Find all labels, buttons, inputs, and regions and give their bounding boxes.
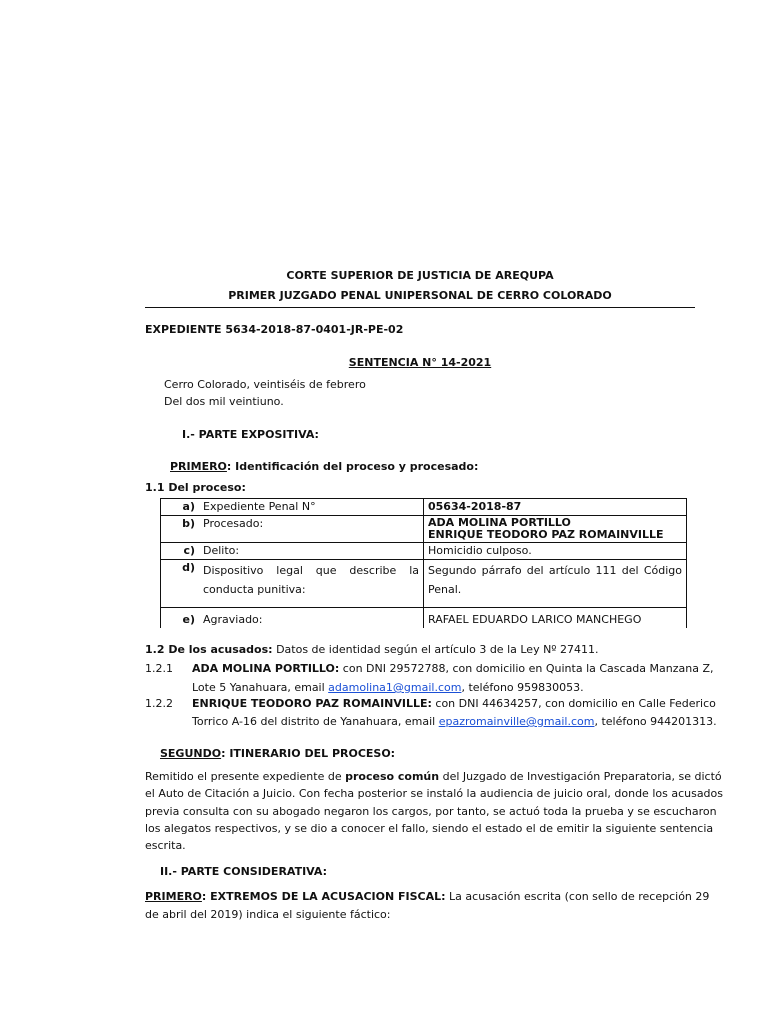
row-letter: c) <box>161 543 200 560</box>
segundo-rest: : ITINERARIO DEL PROCESO: <box>221 747 396 760</box>
para-text: del Juzgado de Investigación Preparatoria, se dictó <box>439 770 722 783</box>
proceso-comun: proceso común <box>345 770 440 783</box>
table-row <box>161 543 687 560</box>
acusado-2-name: ENRIQUE TEODORO PAZ ROMAINVILLE: <box>192 697 432 710</box>
header-divider <box>145 307 695 308</box>
acusados-heading <box>145 643 598 656</box>
acusado-1-line1 <box>192 662 714 675</box>
row-letter: b) <box>161 516 200 543</box>
row-value: 05634-2018-87 <box>424 499 687 516</box>
row-label: Delito: <box>199 543 424 560</box>
primero2-label: PRIMERO <box>145 890 202 903</box>
acusado-1-name: ADA MOLINA PORTILLO: <box>192 662 340 675</box>
primero2-rest: : EXTREMOS DE LA ACUSACION FISCAL: <box>201 890 446 903</box>
row-value: Segundo párrafo del artículo 111 del Código Penal. <box>424 560 687 608</box>
expediente-number: EXPEDIENTE 5634-2018-87-0401-JR-PE-02 <box>145 323 404 336</box>
segundo-para-line3: previa consulta con su abogado negaron los cargos, por tanto, se actuó toda la prueba y se escucharon <box>145 805 717 818</box>
acusados-heading-rest: Datos de identidad según el artículo 3 de la Ley Nº 27411. <box>272 643 599 656</box>
row-letter: e) <box>161 608 200 628</box>
procesado-1: ADA MOLINA PORTILLO <box>428 516 571 529</box>
acusado-1-email-link[interactable]: adamolina1@gmail.com <box>328 681 462 694</box>
acusado-2-line2 <box>192 715 717 728</box>
segundo-para-line4: los alegatos respectivos, y se dio a conocer el fallo, siendo el estado el de emitir la siguiente sentencia <box>145 822 714 835</box>
court-name: CORTE SUPERIOR DE JUSTICIA DE AREQUPA <box>286 269 554 282</box>
primero-rest: : Identificación del proceso y procesado: <box>226 460 479 473</box>
section2-title: II.- PARTE CONSIDERATIVA: <box>160 865 328 878</box>
segundo-heading <box>160 747 395 760</box>
acusado-1-text1: con DNI 29572788, con domicilio en Quinta la Cascada Manzana Z, <box>339 662 714 675</box>
acusado-2-email-link[interactable]: epazromainville@gmail.com <box>438 715 595 728</box>
acusado-2-line1 <box>192 697 716 710</box>
segundo-label: SEGUNDO <box>160 747 222 760</box>
acusado-1-number: 1.2.1 <box>145 662 173 675</box>
acusado-2-text2b: , teléfono 944201313. <box>594 715 717 728</box>
row-letter: d) <box>161 560 200 608</box>
judge-office: PRIMER JUZGADO PENAL UNIPERSONAL DE CERRO COLORADO <box>228 289 612 302</box>
row-letter: a) <box>161 499 200 516</box>
row-value <box>424 516 687 543</box>
acusado-1-text2b: , teléfono 959830053. <box>461 681 584 694</box>
row-label: Expediente Penal N° <box>199 499 424 516</box>
primero2-line2: de abril del 2019) indica el siguiente fáctico: <box>145 908 391 921</box>
place-date-line1: Cerro Colorado, veintiséis de febrero <box>164 378 366 391</box>
acusados-heading-label: 1.2 De los acusados: <box>145 643 273 656</box>
table-row <box>161 560 687 608</box>
section1-title: I.- PARTE EXPOSITIVA: <box>182 428 319 441</box>
row-label: Procesado: <box>199 516 424 543</box>
primero-label: PRIMERO <box>170 460 227 473</box>
row-value: RAFAEL EDUARDO LARICO MANCHEGO <box>424 608 687 628</box>
primero2-text1: La acusación escrita (con sello de recepción 29 <box>445 890 710 903</box>
segundo-para-line2: el Auto de Citación a Juicio. Con fecha posterior se instaló la audiencia de juicio oral, donde los acusados <box>145 787 724 800</box>
procesado-2: ENRIQUE TEODORO PAZ ROMAINVILLE <box>428 528 664 541</box>
table-row <box>161 608 687 628</box>
row-label: Agraviado: <box>199 608 424 628</box>
primero-heading <box>170 460 478 473</box>
primero2-line1 <box>145 890 709 903</box>
acusado-2-text1: con DNI 44634257, con domicilio en Calle Federico <box>431 697 716 710</box>
segundo-para-line5: escrita. <box>145 839 186 852</box>
table-row <box>161 516 687 543</box>
acusado-2-number: 1.2.2 <box>145 697 173 710</box>
sentencia-title: SENTENCIA N° 14-2021 <box>348 356 492 369</box>
row-label: Dispositivo legal que describe la conducta punitiva: <box>199 560 424 608</box>
place-date-line2: Del dos mil veintiuno. <box>164 395 284 408</box>
acusado-1-text2a: Lote 5 Yanahuara, email <box>192 681 329 694</box>
segundo-para-line1 <box>145 770 722 783</box>
acusado-1-line2 <box>192 681 584 694</box>
row-value: Homicidio culposo. <box>424 543 687 560</box>
subsection-1-1: 1.1 Del proceso: <box>145 481 246 494</box>
acusado-2-text2a: Torrico A-16 del distrito de Yanahuara, email <box>192 715 439 728</box>
table-row <box>161 499 687 516</box>
process-table <box>160 498 687 628</box>
para-text: Remitido el presente expediente de <box>145 770 346 783</box>
